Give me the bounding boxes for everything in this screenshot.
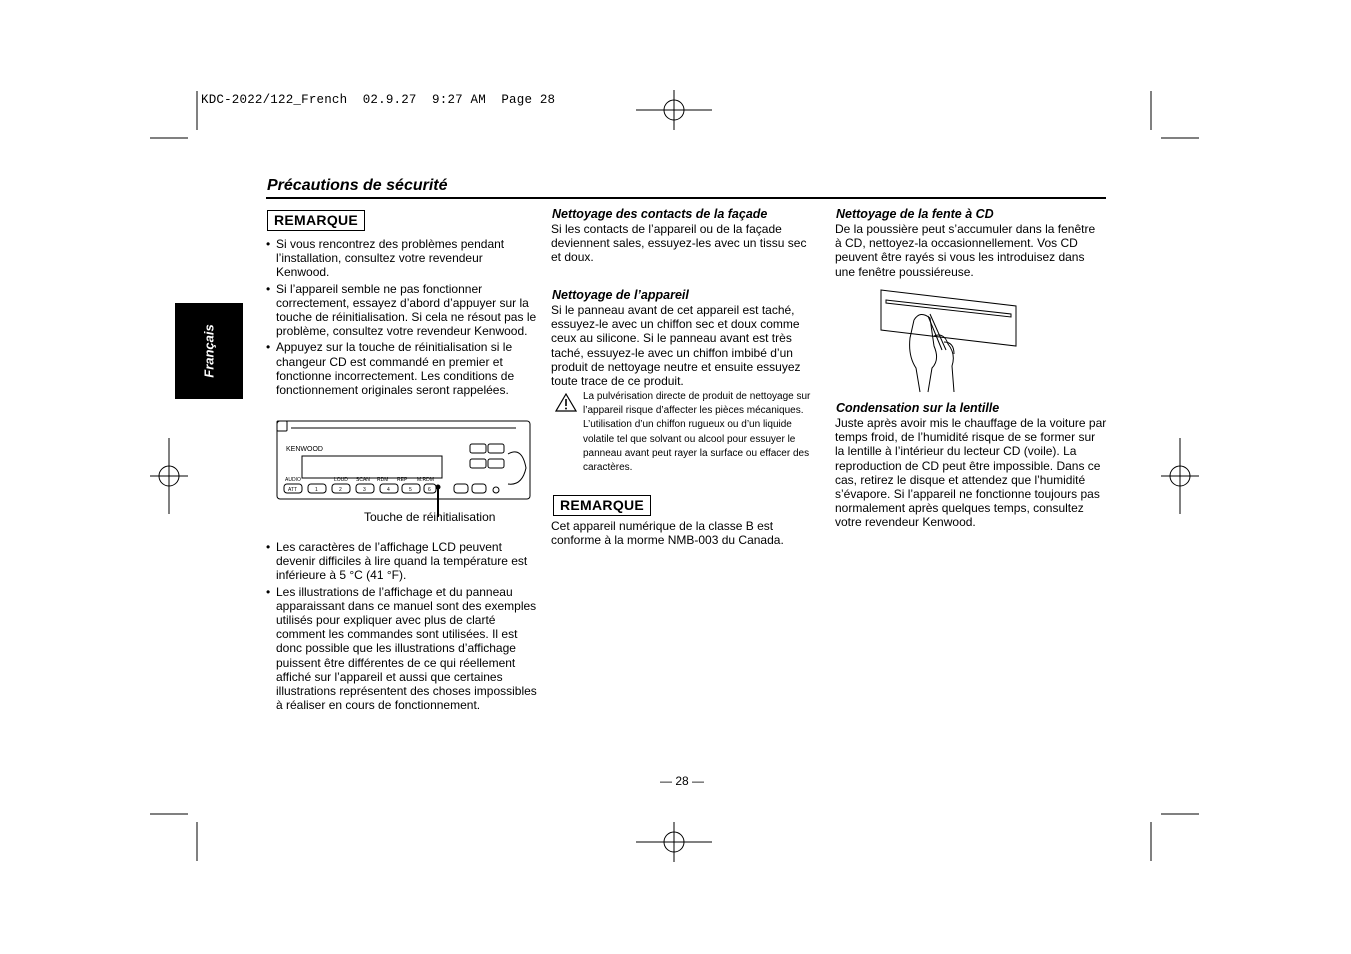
stereo-label: REP [397, 477, 408, 483]
stereo-button-label: 5 [409, 487, 412, 493]
stereo-button-label: 3 [363, 487, 366, 493]
bullet-item: • Les caractères de l’affichage LCD peuvent devenir difficiles à lire quand la température est inférieure à 5 °C (41 °F). [266, 540, 538, 583]
para-lens-condensation: Juste après avoir mis le chauffage de la voiture par temps froid, de l’humidité risque de se former sur la lentille à l’intérieur du lecteur CD (voile). La reproduction de CD peut être impossible. Dans ce cas, retirez le disque et attendez que l’humidité s’évapore. Si l’appareil ne fonctionne toujours pas normalement après quelques temps, consultez votre revendeur Kenwood. [835, 416, 1107, 530]
stereo-label: RDM [377, 477, 389, 483]
para-appliance-cleaning: Si le panneau avant de cet appareil est taché, essuyez-le avec un chiffon sec et doux comme ceux au silicone. Si le panneau avant est très taché, essuyez-le avec un chiffon imbibé d’un produit de nettoyage neutre et ensuite essuyez toute trace de ce produit. [551, 303, 801, 389]
heading-cd-slot: Nettoyage de la fente à CD [836, 207, 994, 221]
stereo-button-label: 4 [387, 487, 390, 493]
stereo-label: SCAN [356, 477, 370, 483]
section-title: Précautions de sécurité [267, 177, 448, 194]
stereo-button-label: ATT [288, 487, 298, 493]
bullet-item: • Si vous rencontrez des problèmes pendant l’installation, consultez votre revendeur Kenwood. [266, 237, 538, 280]
para-facade-contacts: Si les contacts de l’appareil ou de la façade deviennent sales, essuyez-les avec un tissu sec et doux. [551, 222, 807, 265]
para-canada-compliance: Cet appareil numérique de la classe B est conforme à la morme NMB-003 du Canada. [551, 519, 784, 548]
title-rule [266, 197, 1106, 199]
heading-lens-condensation: Condensation sur la lentille [836, 401, 1000, 415]
para-cd-slot: De la poussière peut s’accumuler dans la fenêtre à CD, nettoyez-la occasionnellement. Vos CD peuvent être rayés si vous les introduisez dans une fenêtre poussiéreuse. [835, 222, 1096, 279]
stereo-button-label: 2 [339, 487, 342, 493]
left-bullets-bottom [266, 540, 538, 714]
cd-slot-cleaning-illustration [876, 286, 1022, 394]
stereo-button-label: 6 [428, 487, 431, 493]
remarque-label-middle: REMARQUE [553, 495, 651, 516]
car-stereo-illustration [276, 420, 534, 520]
stereo-button-label: 1 [315, 487, 318, 493]
print-header: KDC-2022/122_French 02.9.27 9:27 AM Page 28 [201, 93, 556, 107]
page-number: — 28 — [660, 774, 705, 788]
stereo-label: LOUD [334, 477, 348, 483]
warning-text: La pulvérisation directe de produit de nettoyage sur l’appareil risque d’affecter les pièces mécaniques. L’utilisation d’un chiffon rugueux ou d’un liquide volatile tel que solvant ou alcool pour essuyer le panneau avant peut rayer la surface ou effacer des caractères. [583, 391, 811, 474]
figure-caption: Touche de réinitialisation [364, 510, 496, 524]
stereo-label: M.RDM [417, 477, 434, 483]
remarque-label-left: REMARQUE [267, 210, 365, 231]
bullet-item: • Les illustrations de l’affichage et du panneau apparaissant dans ce manuel sont des exemples utilisés pour expliquer avec plus de clarté comment les commandes sont utilisées. Il est donc possible que les illustrations d’affichage puissent être différentes de ce qui réellement affiché sur l’appareil et aussi que certaines illustrations représentent des choses impossibles à réaliser en cours de fonctionnement. [266, 585, 538, 713]
bullet-item: • Appuyez sur la touche de réinitialisation si le changeur CD est commandé en premier et fonctionne incorrectement. Les conditions de fonctionnement originales seront rappelées. [266, 340, 538, 397]
language-tab-label: Français [201, 324, 217, 378]
stereo-brand: KENWOOD [286, 446, 323, 453]
language-tab [175, 303, 243, 399]
bullet-item: • Si l’appareil semble ne pas fonctionner correctement, essayez d’abord d’appuyer sur la touche de réinitialisation. Si cela ne résout pas le problème, consultez votre revendeur Kenwood. [266, 282, 538, 339]
stereo-label: AUDIO [285, 477, 301, 483]
heading-facade-contacts: Nettoyage des contacts de la façade [552, 207, 768, 221]
warning-icon [555, 392, 577, 412]
heading-appliance-cleaning: Nettoyage de l’appareil [552, 288, 689, 302]
left-bullets-top [266, 237, 538, 399]
